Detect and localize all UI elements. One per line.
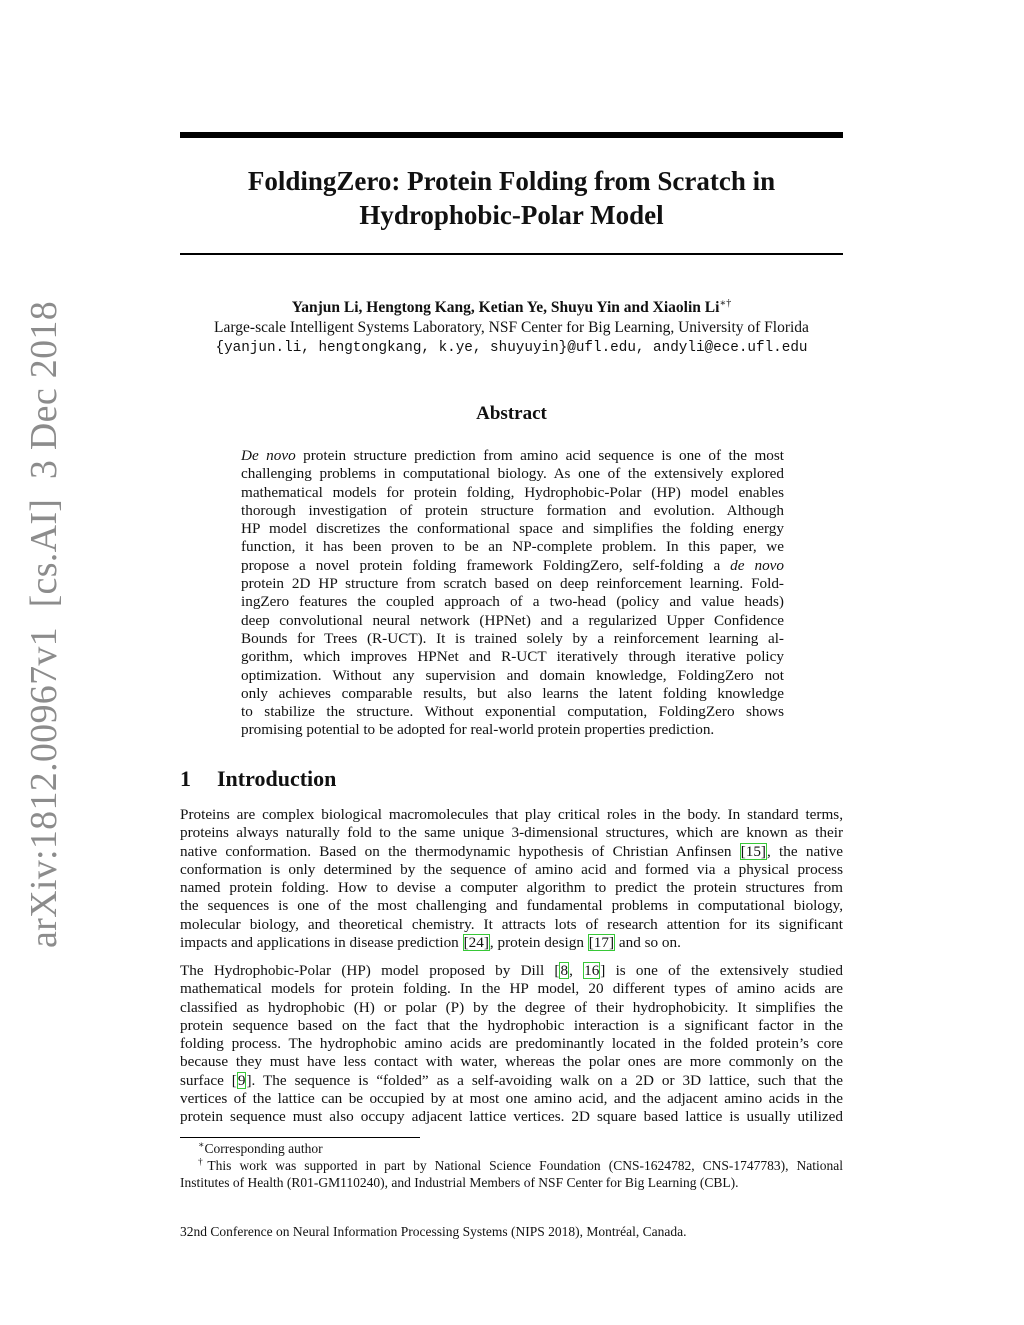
footnote-mark: ∗ — [198, 1140, 205, 1151]
intro-paragraph-1 — [180, 806, 843, 952]
paragraph-line — [180, 1053, 843, 1071]
paragraph-line — [180, 962, 843, 980]
abstract-text: propose a novel protein folding framework FoldingZero, self-folding a — [241, 556, 731, 574]
paragraph-line — [180, 861, 843, 879]
abstract-text: to stabilize the structure. Without exponential computation, FoldingZero shows — [241, 703, 784, 721]
abstract-line — [241, 557, 784, 575]
paragraph-line — [180, 934, 843, 952]
abstract-text: ingZero features the coupled approach of a two-head (policy and value heads) — [241, 593, 784, 611]
paragraph-line — [180, 824, 843, 842]
abstract-line — [241, 612, 784, 630]
abstract-line — [241, 703, 784, 721]
citation-link[interactable]: 9 — [237, 1071, 246, 1089]
abstract-heading: Abstract — [476, 403, 547, 424]
arxiv-identifier: arXiv:1812.00967v1 [cs.AI] 3 Dec 2018 — [23, 300, 65, 948]
paragraph-text: , protein design — [489, 934, 588, 952]
paragraph-line — [180, 1017, 843, 1035]
abstract-line — [241, 465, 784, 483]
paragraph-text: proteins always naturally fold to the same unique 3-dimensional structures, which are known as their — [180, 824, 843, 842]
abstract-line — [241, 575, 784, 593]
paragraph-text: and so on. — [615, 934, 681, 952]
section-heading-introduction — [180, 766, 336, 792]
paragraph-line — [180, 999, 843, 1017]
abstract-text: protein 2D HP structure from scratch based on deep reinforcement learning. Fold- — [241, 575, 784, 593]
abstract-line — [241, 721, 784, 739]
abstract-text: only achieves comparable results, but also learns the latent folding knowledge — [241, 684, 784, 702]
footnote-line: Institutes of Health (R01-GM110240), and Industrial Members of NSF Center for Big Learning (CBL). — [180, 1175, 739, 1190]
footnote-1 — [198, 1140, 323, 1157]
abstract-text: deep convolutional neural network (HPNet) and a regularized Upper Confidence — [241, 611, 784, 629]
title-bottom-rule — [180, 253, 843, 255]
abstract-text: gorithm, which improves HPNet and R-UCT iteratively through iterative policy — [241, 648, 784, 666]
paragraph-text: The Hydrophobic-Polar (HP) model proposed by Dill [ — [180, 962, 560, 979]
paragraph-text: conformation is only determined by the sequence of amino acid and formed via a physical process — [180, 860, 843, 878]
paragraph-text: protein sequence based on the fact that the hydrophobic interaction is a significant factor in the — [180, 1016, 843, 1034]
paragraph-text: ]. The sequence is “folded” as a self-avoiding walk on a 2D or 3D lattice, such that the — [246, 1071, 843, 1089]
citation-link[interactable]: 8 — [560, 962, 569, 979]
citation-link[interactable]: [24] — [463, 934, 489, 952]
emphasis: de novo — [730, 556, 785, 574]
abstract-text: HP model discretizes the conformational space and simplifies the folding energy — [241, 520, 784, 538]
abstract-body — [241, 447, 784, 740]
abstract-line — [241, 447, 784, 465]
footnote-rule — [180, 1137, 420, 1138]
abstract-text: promising potential to be adopted for real-world protein properties prediction. — [241, 721, 715, 739]
abstract-line — [241, 502, 784, 520]
title-line: FoldingZero: Protein Folding from Scratch in — [247, 166, 776, 196]
paragraph-text: , — [569, 962, 584, 979]
footnote-2 — [180, 1157, 843, 1191]
paragraph-text: protein sequence must also occupy adjacent lattice vertices. 2D square based lattice is usually utilized — [180, 1108, 843, 1126]
paragraph-text: molecular biology, and theoretical chemistry. It attracts lots of research attention for its significant — [180, 915, 843, 933]
abstract-text: mathematical models for protein folding, Hydrophobic-Polar (HP) model enables — [241, 483, 784, 501]
footnote-text: This work was supported in part by National Science Foundation (CNS-1624782, CNS-1747783), National — [207, 1158, 844, 1173]
paragraph-text: the sequences is one of the most challenging and fundamental problems in computational biology, — [180, 897, 843, 915]
abstract-line — [241, 630, 784, 648]
paragraph-line — [180, 916, 843, 934]
paragraph-text: classified as hydrophobic (H) or polar (P) by the degree of their hydrophobicity. It simplifies the — [180, 998, 843, 1016]
paragraph-line — [180, 1108, 843, 1126]
paragraph-text: impacts and applications in disease prediction — [180, 934, 463, 952]
abstract-text: Bounds for Trees (R-UCT). It is trained solely by a reinforcement learning al- — [241, 629, 784, 647]
paragraph-text: because they must have less contact with water, whereas the polar ones are more commonly on the — [180, 1053, 843, 1071]
paragraph-text: folding process. The hydrophobic amino acids are predominantly located in the folded protein’s core — [180, 1035, 843, 1053]
abstract-line — [241, 593, 784, 611]
title-line: Hydrophobic-Polar Model — [359, 200, 664, 230]
paragraph-line — [180, 897, 843, 915]
paper-title — [180, 164, 843, 232]
title-top-rule — [180, 132, 843, 138]
paragraph-text: Proteins are complex biological macromolecules that play critical roles in the body. In standard terms, — [180, 806, 843, 823]
paragraph-text: vertices of the lattice can be occupied by at most one amino acid, and the adjacent amino acids in the — [180, 1090, 843, 1108]
author-block — [150, 298, 873, 358]
citation-link[interactable]: [17] — [588, 934, 615, 952]
paragraph-line — [180, 843, 843, 861]
section-number: 1 — [180, 766, 191, 791]
citation-link[interactable]: 16 — [584, 962, 600, 979]
abstract-text: optimization. Without any supervision and domain knowledge, FoldingZero not — [241, 666, 784, 684]
paragraph-line — [180, 879, 843, 897]
paragraph-text: , the native — [767, 842, 843, 860]
abstract-line — [241, 484, 784, 502]
abstract-text: thorough investigation of protein structure formation and evolution. Although — [241, 501, 784, 519]
paragraph-text: surface [ — [180, 1071, 237, 1089]
footnote-mark: † — [198, 1157, 208, 1168]
paragraph-line — [180, 806, 843, 824]
abstract-text: protein structure prediction from amino acid sequence is one of the most — [295, 447, 784, 464]
emphasis: De novo — [241, 447, 296, 464]
author-names — [150, 298, 873, 318]
affiliation: Large-scale Intelligent Systems Laboratory, NSF Center for Big Learning, University of Florida — [214, 319, 809, 336]
paragraph-line — [180, 1035, 843, 1053]
paragraph-line — [180, 1072, 843, 1090]
author-list: Yanjun Li, Hengtong Kang, Ketian Ye, Shuyu Yin and Xiaolin Li — [291, 299, 720, 316]
paragraph-text: mathematical models for protein folding. In the HP model, 20 different types of amino acids are — [180, 980, 843, 998]
citation-link[interactable]: [15] — [740, 842, 766, 860]
venue-footer: 32nd Conference on Neural Information Processing Systems (NIPS 2018), Montréal, Canada. — [180, 1224, 687, 1239]
author-emails: {yanjun.li, hengtongkang, k.ye, shuyuyin}@ufl.edu, andyli@ece.ufl.edu — [215, 340, 808, 356]
abstract-text: function, it has been proven to be an NP-complete problem. In this paper, we — [241, 538, 784, 556]
abstract-text: challenging problems in computational biology. As one of the extensively explored — [241, 465, 784, 483]
abstract-line — [241, 685, 784, 703]
abstract-line — [241, 667, 784, 685]
paragraph-line — [180, 980, 843, 998]
footnote-line — [180, 1157, 843, 1174]
paragraph-text: native conformation. Based on the thermodynamic hypothesis of Christian Anfinsen — [180, 842, 740, 860]
abstract-line — [241, 538, 784, 556]
footnote-text: Corresponding author — [204, 1141, 323, 1156]
paragraph-line — [180, 1090, 843, 1108]
paragraph-text: named protein folding. How to devise a computer algorithm to predict the protein structures from — [180, 879, 843, 897]
intro-paragraph-2 — [180, 962, 843, 1127]
abstract-line — [241, 520, 784, 538]
paragraph-text: ] is one of the extensively studied — [600, 962, 843, 979]
author-marks: ∗† — [719, 297, 732, 309]
section-title: Introduction — [217, 766, 337, 791]
abstract-line — [241, 648, 784, 666]
